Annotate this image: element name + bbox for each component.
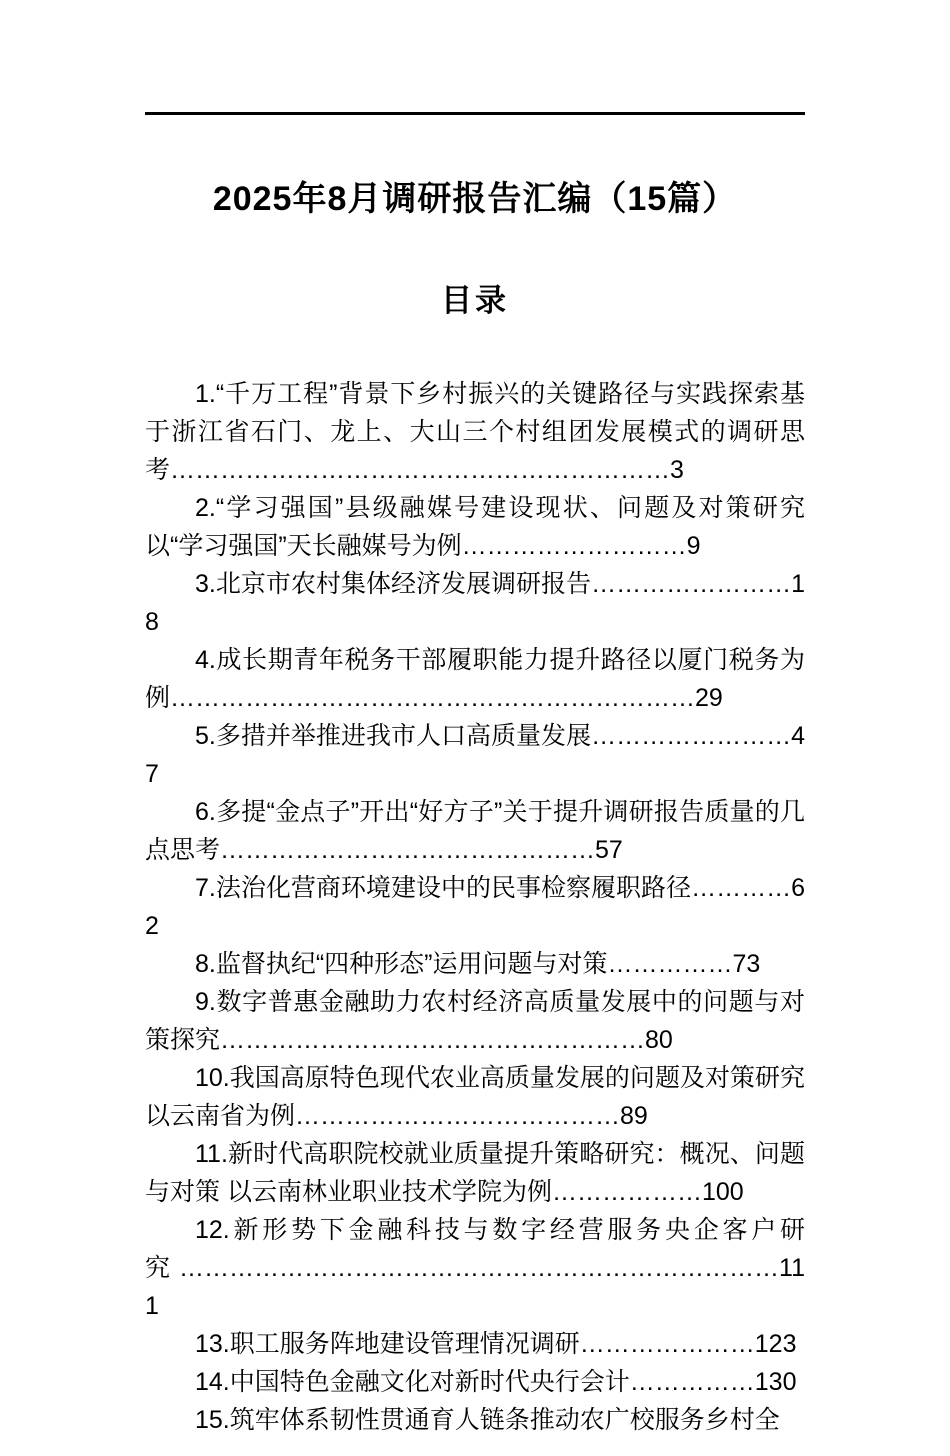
toc-entry-title: 13.职工服务阵地建设管理情况调研	[195, 1329, 580, 1358]
toc-list	[145, 375, 805, 1439]
toc-entry-leader: ……………………	[591, 569, 792, 598]
toc-entry-page: 130	[754, 1367, 797, 1396]
toc-entry-title: 1.“千万工程”背景下乡村振兴的关键路径与实践探索基于浙江省石门、龙上、大山三个村组团发展模式的调研思考	[145, 379, 805, 484]
toc-entry-page: 9	[686, 531, 701, 560]
toc-entry-leader: ……………………………………………	[220, 1025, 646, 1054]
toc-entry-page: 89	[620, 1101, 648, 1130]
toc-entry-page: 57	[595, 835, 623, 864]
toc-entry-leader: ………………………	[461, 531, 687, 560]
toc-entry-leader: …………………………………	[295, 1101, 621, 1130]
toc-entry-title: 7.法治化营商环境建设中的民事检察履职路径	[195, 873, 692, 902]
toc-entry	[145, 945, 805, 983]
toc-entry-leader: ……………………………………………………	[170, 455, 671, 484]
toc-heading: 目录	[441, 282, 509, 318]
toc-entry-leader: …………	[691, 873, 792, 902]
toc-entry-page: 80	[645, 1025, 673, 1054]
toc-entry-leader: ………………	[551, 1177, 702, 1206]
toc-entry-title: 2.“学习强国”县级融媒号建设现状、问题及对策研究以“学习强国”天长融媒号为例	[145, 493, 805, 560]
toc-entry-page: 18	[145, 569, 805, 636]
toc-entry-leader: ……………	[607, 949, 733, 978]
toc-entry	[145, 983, 805, 1059]
toc-entry-leader: …………………	[579, 1329, 755, 1358]
toc-entry-title: 5.多措并举推进我市人口高质量发展	[195, 721, 592, 750]
toc-entry	[145, 1401, 805, 1439]
toc-entry	[145, 489, 805, 565]
toc-entry-page: 73	[732, 949, 761, 978]
toc-entry-title: 3.北京市农村集体经济发展调研报告	[195, 569, 592, 598]
toc-entry-title: 6.多提“金点子”开出“好方子”关于提升调研报告质量的几点思考	[145, 797, 805, 864]
toc-entry-title: 8.监督执纪“四种形态”运用问题与对策	[195, 949, 608, 978]
toc-entry-title: 4.成长期青年税务干部履职能力提升路径以厦门税务为例	[145, 645, 805, 712]
toc-entry-page: 111	[145, 1253, 805, 1320]
toc-entry-title: 10.我国高原特色现代农业高质量发展的问题及对策研究以云南省为例	[145, 1063, 805, 1130]
header-rule	[145, 112, 805, 115]
toc-entry	[145, 717, 805, 793]
toc-entry-page: 100	[701, 1177, 744, 1206]
toc-entry-leader: ………………………………………	[220, 835, 596, 864]
toc-entry	[145, 793, 805, 869]
toc-entry-title: 11.新时代高职院校就业质量提升策略研究：概况、问题与对策 以云南林业职业技术学院为例	[145, 1139, 805, 1206]
toc-entry-leader: ……………………	[591, 721, 792, 750]
toc-entry-leader: ………………………………………………………………	[179, 1253, 780, 1282]
toc-entry-page: 47	[145, 721, 805, 788]
document-title: 2025年8月调研报告汇编（15篇）	[212, 180, 738, 218]
toc-entry	[145, 565, 805, 641]
toc-entry-title: 12.新形势下金融科技与数字经营服务央企客户研究	[145, 1215, 805, 1282]
toc-entry-leader: ………………………………………………………	[170, 683, 696, 712]
toc-entry-leader: ……………	[629, 1367, 755, 1396]
toc-entry	[145, 641, 805, 717]
document-page	[0, 112, 950, 1456]
toc-entry	[145, 1211, 805, 1325]
toc-entry-page: 3	[670, 455, 684, 484]
toc-entry	[145, 1135, 805, 1211]
toc-entry	[145, 375, 805, 489]
toc-entry-page: 29	[695, 683, 723, 712]
toc-entry-page: 62	[145, 873, 805, 940]
toc-entry-title: 14.中国特色金融文化对新时代央行会计	[195, 1367, 630, 1396]
toc-entry	[145, 869, 805, 945]
toc-entry-title: 15.筑牢体系韧性贯通育人链条推动农广校服务乡村全	[195, 1405, 780, 1434]
toc-entry	[145, 1363, 805, 1401]
toc-entry-title: 9.数字普惠金融助力农村经济高质量发展中的问题与对策探究	[145, 987, 805, 1054]
toc-entry	[145, 1059, 805, 1135]
toc-entry-page: 123	[754, 1329, 797, 1358]
